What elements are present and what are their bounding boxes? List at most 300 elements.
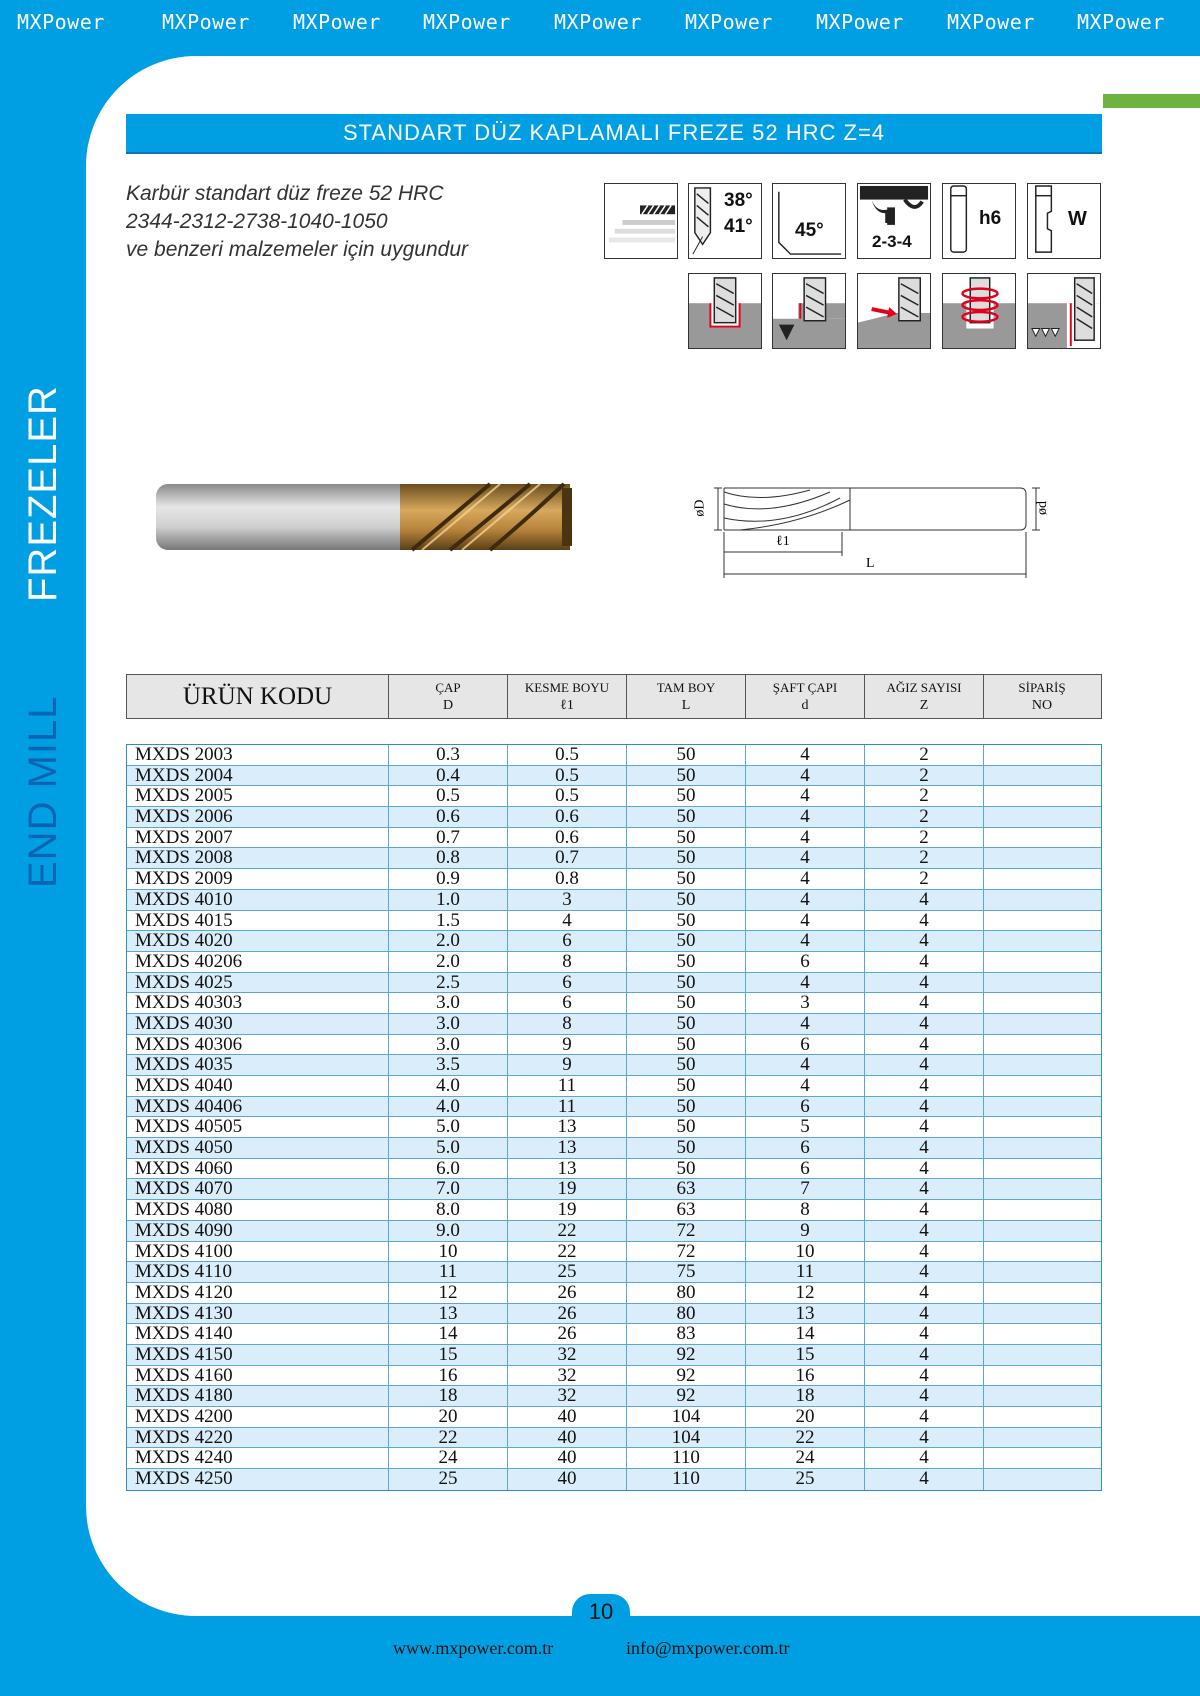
- cell-total-length: 72: [627, 1221, 746, 1241]
- cell-cutting-length: 8: [508, 952, 627, 972]
- cell-shank-diameter: 13: [746, 1304, 865, 1324]
- cell-diameter: 10: [389, 1242, 508, 1262]
- cell-total-length: 50: [627, 1035, 746, 1055]
- cell-shank-diameter: 7: [746, 1179, 865, 1199]
- cell-flute-count: 2: [865, 828, 984, 848]
- cell-flute-count: 2: [865, 807, 984, 827]
- cell-total-length: 50: [627, 993, 746, 1013]
- cell-cutting-length: 19: [508, 1200, 627, 1220]
- side-milling-icon: [772, 273, 846, 349]
- cell-flute-count: 4: [865, 1345, 984, 1365]
- cell-total-length: 50: [627, 766, 746, 786]
- od-label: øD: [692, 499, 708, 517]
- table-row: [127, 1055, 1101, 1076]
- cell-flute-count: 4: [865, 1407, 984, 1427]
- table-header: [126, 674, 1102, 719]
- cell-order-no: [984, 1014, 1100, 1034]
- table-row: [127, 1448, 1101, 1469]
- cell-shank-diameter: 4: [746, 973, 865, 993]
- cell-cutting-length: 26: [508, 1304, 627, 1324]
- table-row: [127, 786, 1101, 807]
- cell-order-no: [984, 993, 1100, 1013]
- cell-cutting-length: 6: [508, 973, 627, 993]
- cell-shank-diameter: 4: [746, 931, 865, 951]
- cell-cutting-length: 9: [508, 1035, 627, 1055]
- cell-flute-count: 4: [865, 1035, 984, 1055]
- cell-diameter: 18: [389, 1386, 508, 1406]
- description-line: 2344-2312-2738-1040-1050: [126, 210, 388, 233]
- website-link[interactable]: www.mxpower.com.tr: [393, 1638, 554, 1658]
- d-label: ød: [1035, 501, 1050, 515]
- page-number: 10: [572, 1594, 630, 1630]
- table-row: [127, 1262, 1101, 1283]
- cell-order-no: [984, 973, 1100, 993]
- cell-cutting-length: 13: [508, 1117, 627, 1137]
- cell-total-length: 50: [627, 931, 746, 951]
- cell-cutting-length: 8: [508, 1014, 627, 1034]
- page-title: STANDART DÜZ KAPLAMALI FREZE 52 HRC Z=4: [126, 114, 1102, 154]
- cell-product-code: MXDS 4110: [127, 1262, 389, 1282]
- cell-diameter: 7.0: [389, 1179, 508, 1199]
- table-row: [127, 911, 1101, 932]
- cell-order-no: [984, 1035, 1100, 1055]
- cell-product-code: MXDS 4035: [127, 1055, 389, 1075]
- cell-flute-count: 4: [865, 1138, 984, 1158]
- cell-order-no: [984, 1428, 1100, 1448]
- cell-order-no: [984, 931, 1100, 951]
- cell-flute-count: 4: [865, 1014, 984, 1034]
- cell-product-code: MXDS 4050: [127, 1138, 389, 1158]
- brand-strip: [0, 0, 1200, 56]
- header-flute-count: AĞIZ SAYISI Z: [865, 675, 984, 718]
- cell-shank-diameter: 24: [746, 1448, 865, 1468]
- cell-cutting-length: 9: [508, 1055, 627, 1075]
- product-description: [126, 180, 586, 264]
- cell-total-length: 50: [627, 848, 746, 868]
- header-shank-diameter: ŞAFT ÇAPI d: [746, 675, 865, 718]
- brand-text: MXPower: [947, 10, 1035, 34]
- cell-order-no: [984, 952, 1100, 972]
- profiling-icon: [1027, 273, 1101, 349]
- cell-order-no: [984, 1179, 1100, 1199]
- cell-diameter: 0.8: [389, 848, 508, 868]
- cell-product-code: MXDS 40206: [127, 952, 389, 972]
- ramping-icon: [857, 273, 931, 349]
- cell-flute-count: 4: [865, 1262, 984, 1282]
- cell-order-no: [984, 1407, 1100, 1427]
- cell-diameter: 12: [389, 1283, 508, 1303]
- cell-diameter: 11: [389, 1262, 508, 1282]
- cell-flute-count: 4: [865, 890, 984, 910]
- cell-total-length: 50: [627, 1097, 746, 1117]
- cell-flute-count: 4: [865, 1304, 984, 1324]
- cell-flute-count: 4: [865, 1159, 984, 1179]
- cell-shank-diameter: 20: [746, 1407, 865, 1427]
- cell-total-length: 92: [627, 1386, 746, 1406]
- l1-label: ℓ1: [776, 534, 790, 549]
- table-row: [127, 848, 1101, 869]
- cell-order-no: [984, 848, 1100, 868]
- cell-product-code: MXDS 4080: [127, 1200, 389, 1220]
- cell-shank-diameter: 15: [746, 1345, 865, 1365]
- cell-total-length: 63: [627, 1200, 746, 1220]
- cell-cutting-length: 0.6: [508, 828, 627, 848]
- cell-order-no: [984, 1469, 1100, 1490]
- cell-shank-diameter: 4: [746, 869, 865, 889]
- table-row: [127, 745, 1101, 766]
- table-row: [127, 1159, 1101, 1180]
- brand-text: MXPower: [685, 10, 773, 34]
- table-row: [127, 1304, 1101, 1325]
- slotting-icon: [688, 273, 762, 349]
- cell-cutting-length: 0.7: [508, 848, 627, 868]
- table-row: [127, 1076, 1101, 1097]
- cell-cutting-length: 6: [508, 931, 627, 951]
- cell-cutting-length: 19: [508, 1179, 627, 1199]
- accent-tab: [1103, 94, 1200, 108]
- cell-total-length: 50: [627, 890, 746, 910]
- cell-order-no: [984, 1345, 1100, 1365]
- cell-product-code: MXDS 4150: [127, 1345, 389, 1365]
- cell-diameter: 2.0: [389, 952, 508, 972]
- cell-product-code: MXDS 4240: [127, 1448, 389, 1468]
- table-row: [127, 931, 1101, 952]
- table-row: [127, 1345, 1101, 1366]
- table-row: [127, 1366, 1101, 1387]
- cell-order-no: [984, 1448, 1100, 1468]
- cell-cutting-length: 6: [508, 993, 627, 1013]
- cell-shank-diameter: 4: [746, 848, 865, 868]
- table-row: [127, 1221, 1101, 1242]
- table-row: [127, 807, 1101, 828]
- table-row: [127, 1014, 1101, 1035]
- cell-total-length: 50: [627, 1014, 746, 1034]
- cell-product-code: MXDS 4120: [127, 1283, 389, 1303]
- cell-flute-count: 2: [865, 745, 984, 765]
- table-row: [127, 1324, 1101, 1345]
- table-row: [127, 973, 1101, 994]
- cell-total-length: 50: [627, 807, 746, 827]
- cell-diameter: 0.6: [389, 807, 508, 827]
- header-total-length: TAM BOY L: [627, 675, 746, 718]
- cell-diameter: 6.0: [389, 1159, 508, 1179]
- cell-order-no: [984, 1262, 1100, 1282]
- cell-flute-count: 2: [865, 869, 984, 889]
- cell-flute-count: 2: [865, 766, 984, 786]
- cell-total-length: 75: [627, 1262, 746, 1282]
- shank-tolerance-icon: [942, 183, 1016, 259]
- cell-product-code: MXDS 4250: [127, 1469, 389, 1490]
- cell-shank-diameter: 25: [746, 1469, 865, 1490]
- cell-cutting-length: 26: [508, 1324, 627, 1344]
- cell-total-length: 50: [627, 786, 746, 806]
- cell-diameter: 1.5: [389, 911, 508, 931]
- cell-flute-count: 4: [865, 993, 984, 1013]
- table-row: [127, 1097, 1101, 1118]
- helical-interpolation-icon: [942, 273, 1016, 349]
- cell-product-code: MXDS 2005: [127, 786, 389, 806]
- cell-cutting-length: 0.5: [508, 745, 627, 765]
- cell-shank-diameter: 4: [746, 807, 865, 827]
- cell-flute-count: 4: [865, 952, 984, 972]
- side-label-end-mill: END MILL: [21, 695, 65, 888]
- cell-product-code: MXDS 4180: [127, 1386, 389, 1406]
- cell-cutting-length: 26: [508, 1283, 627, 1303]
- cell-shank-diameter: 6: [746, 1138, 865, 1158]
- cell-diameter: 5.0: [389, 1117, 508, 1137]
- cell-diameter: 25: [389, 1469, 508, 1490]
- cell-diameter: 1.0: [389, 890, 508, 910]
- cell-shank-diameter: 4: [746, 828, 865, 848]
- cell-flute-count: 4: [865, 1117, 984, 1137]
- cell-shank-diameter: 3: [746, 993, 865, 1013]
- cell-order-no: [984, 911, 1100, 931]
- cell-total-length: 50: [627, 745, 746, 765]
- cell-cutting-length: 32: [508, 1386, 627, 1406]
- cell-flute-count: 4: [865, 911, 984, 931]
- cell-total-length: 50: [627, 869, 746, 889]
- cell-flute-count: 4: [865, 1200, 984, 1220]
- table-row: [127, 952, 1101, 973]
- cell-diameter: 0.5: [389, 786, 508, 806]
- cell-diameter: 13: [389, 1304, 508, 1324]
- cell-diameter: 24: [389, 1448, 508, 1468]
- cell-flute-count: 4: [865, 1324, 984, 1344]
- cell-diameter: 4.0: [389, 1076, 508, 1096]
- cell-flute-count: 4: [865, 1366, 984, 1386]
- chamfer-angle: 45°: [795, 220, 824, 241]
- cell-flute-count: 4: [865, 1076, 984, 1096]
- cell-total-length: 110: [627, 1448, 746, 1468]
- cell-flute-count: 4: [865, 931, 984, 951]
- flute-count: 2-3-4: [872, 232, 912, 251]
- dimension-drawing: [690, 478, 1060, 588]
- product-table: [126, 744, 1102, 1491]
- cell-cutting-length: 0.5: [508, 766, 627, 786]
- cell-order-no: [984, 1221, 1100, 1241]
- cell-order-no: [984, 1097, 1100, 1117]
- coating-icon: [604, 183, 678, 259]
- cell-total-length: 50: [627, 1055, 746, 1075]
- cell-flute-count: 4: [865, 1428, 984, 1448]
- cell-diameter: 0.9: [389, 869, 508, 889]
- helix-angle-icon: [688, 183, 762, 259]
- tolerance-label: h6: [979, 208, 1002, 229]
- side-label-frezeler: FREZELER: [21, 385, 65, 602]
- cell-total-length: 80: [627, 1304, 746, 1324]
- cell-cutting-length: 40: [508, 1448, 627, 1468]
- cell-product-code: MXDS 2007: [127, 828, 389, 848]
- cell-product-code: MXDS 4040: [127, 1076, 389, 1096]
- email-link[interactable]: info@mxpower.com.tr: [626, 1638, 790, 1658]
- cell-cutting-length: 13: [508, 1159, 627, 1179]
- cell-total-length: 50: [627, 952, 746, 972]
- helix-angle-2: 41°: [724, 216, 753, 237]
- cell-order-no: [984, 1283, 1100, 1303]
- table-row: [127, 766, 1101, 787]
- table-row: [127, 1035, 1101, 1056]
- cell-diameter: 0.4: [389, 766, 508, 786]
- cell-flute-count: 4: [865, 1242, 984, 1262]
- brand-text: MXPower: [423, 10, 511, 34]
- cell-shank-diameter: 4: [746, 786, 865, 806]
- cell-order-no: [984, 786, 1100, 806]
- cell-diameter: 0.3: [389, 745, 508, 765]
- L-label: L: [866, 556, 875, 571]
- cell-product-code: MXDS 4100: [127, 1242, 389, 1262]
- cell-shank-diameter: 8: [746, 1200, 865, 1220]
- cell-product-code: MXDS 4070: [127, 1179, 389, 1199]
- cell-shank-diameter: 4: [746, 911, 865, 931]
- cell-shank-diameter: 10: [746, 1242, 865, 1262]
- cell-shank-diameter: 6: [746, 1035, 865, 1055]
- cell-order-no: [984, 1117, 1100, 1137]
- cell-diameter: 8.0: [389, 1200, 508, 1220]
- cell-cutting-length: 40: [508, 1407, 627, 1427]
- cell-diameter: 20: [389, 1407, 508, 1427]
- brand-text: MXPower: [17, 10, 105, 34]
- cell-total-length: 50: [627, 911, 746, 931]
- table-row: [127, 1469, 1101, 1490]
- header-order-no: SİPARİŞ NO: [1018, 679, 1066, 713]
- cell-product-code: MXDS 40406: [127, 1097, 389, 1117]
- table-row: [127, 890, 1101, 911]
- cell-product-code: MXDS 4060: [127, 1159, 389, 1179]
- cell-total-length: 72: [627, 1242, 746, 1262]
- table-row: [127, 993, 1101, 1014]
- cell-order-no: [984, 1200, 1100, 1220]
- cell-total-length: 50: [627, 1076, 746, 1096]
- table-row: [127, 1386, 1101, 1407]
- cell-flute-count: 2: [865, 848, 984, 868]
- shank-type-label: W: [1068, 208, 1087, 230]
- cell-order-no: [984, 1304, 1100, 1324]
- cell-order-no: [984, 1366, 1100, 1386]
- cell-shank-diameter: 9: [746, 1221, 865, 1241]
- cell-product-code: MXDS 4220: [127, 1428, 389, 1448]
- cell-order-no: [984, 828, 1100, 848]
- chamfer-icon: [772, 183, 846, 259]
- cell-cutting-length: 0.6: [508, 807, 627, 827]
- brand-text: MXPower: [816, 10, 904, 34]
- cell-shank-diameter: 4: [746, 1076, 865, 1096]
- weldon-shank-icon: [1027, 183, 1101, 259]
- cell-shank-diameter: 4: [746, 745, 865, 765]
- cell-flute-count: 4: [865, 1469, 984, 1490]
- cell-order-no: [984, 807, 1100, 827]
- cell-diameter: 4.0: [389, 1097, 508, 1117]
- cell-product-code: MXDS 2003: [127, 745, 389, 765]
- brand-text: MXPower: [293, 10, 381, 34]
- cell-flute-count: 2: [865, 786, 984, 806]
- cell-diameter: 2.0: [389, 931, 508, 951]
- cell-product-code: MXDS 2008: [127, 848, 389, 868]
- cell-order-no: [984, 1242, 1100, 1262]
- table-row: [127, 869, 1101, 890]
- cell-flute-count: 4: [865, 973, 984, 993]
- cell-total-length: 50: [627, 1159, 746, 1179]
- table-row: [127, 1283, 1101, 1304]
- description-line: Karbür standart düz freze 52 HRC: [126, 182, 444, 205]
- cell-shank-diameter: 12: [746, 1283, 865, 1303]
- cell-product-code: MXDS 4025: [127, 973, 389, 993]
- header-diameter: ÇAP D: [389, 675, 508, 718]
- cell-cutting-length: 11: [508, 1076, 627, 1096]
- cell-total-length: 104: [627, 1428, 746, 1448]
- cell-total-length: 80: [627, 1283, 746, 1303]
- cell-diameter: 16: [389, 1366, 508, 1386]
- table-row: [127, 1138, 1101, 1159]
- cell-total-length: 92: [627, 1345, 746, 1365]
- cell-shank-diameter: 6: [746, 1159, 865, 1179]
- cell-product-code: MXDS 2004: [127, 766, 389, 786]
- cell-diameter: 22: [389, 1428, 508, 1448]
- brand-text: MXPower: [162, 10, 250, 34]
- cell-flute-count: 4: [865, 1386, 984, 1406]
- cell-shank-diameter: 6: [746, 952, 865, 972]
- cell-total-length: 92: [627, 1366, 746, 1386]
- cell-shank-diameter: 4: [746, 1014, 865, 1034]
- cell-shank-diameter: 16: [746, 1366, 865, 1386]
- cell-product-code: MXDS 4030: [127, 1014, 389, 1034]
- cell-total-length: 50: [627, 973, 746, 993]
- cell-product-code: MXDS 4010: [127, 890, 389, 910]
- cell-shank-diameter: 22: [746, 1428, 865, 1448]
- helix-angle-1: 38°: [724, 190, 753, 211]
- cell-total-length: 83: [627, 1324, 746, 1344]
- cell-order-no: [984, 1076, 1100, 1096]
- table-row: [127, 1117, 1101, 1138]
- cell-total-length: 50: [627, 1117, 746, 1137]
- cell-order-no: [984, 869, 1100, 889]
- cell-product-code: MXDS 40303: [127, 993, 389, 1013]
- cell-cutting-length: 0.5: [508, 786, 627, 806]
- cell-cutting-length: 32: [508, 1345, 627, 1365]
- cell-diameter: 14: [389, 1324, 508, 1344]
- cell-diameter: 0.7: [389, 828, 508, 848]
- cell-flute-count: 4: [865, 1055, 984, 1075]
- cell-total-length: 110: [627, 1469, 746, 1490]
- cell-flute-count: 4: [865, 1221, 984, 1241]
- cell-flute-count: 4: [865, 1283, 984, 1303]
- cell-cutting-length: 0.8: [508, 869, 627, 889]
- table-row: [127, 1179, 1101, 1200]
- cell-cutting-length: 11: [508, 1097, 627, 1117]
- cell-product-code: MXDS 40505: [127, 1117, 389, 1137]
- cell-product-code: MXDS 4200: [127, 1407, 389, 1427]
- cell-flute-count: 4: [865, 1448, 984, 1468]
- cell-order-no: [984, 1386, 1100, 1406]
- cell-cutting-length: 3: [508, 890, 627, 910]
- cell-diameter: 3.0: [389, 993, 508, 1013]
- cell-shank-diameter: 4: [746, 1055, 865, 1075]
- cell-shank-diameter: 5: [746, 1117, 865, 1137]
- cell-shank-diameter: 18: [746, 1386, 865, 1406]
- cell-cutting-length: 25: [508, 1262, 627, 1282]
- header-cutting-length: KESME BOYU ℓ1: [508, 675, 627, 718]
- cell-shank-diameter: 11: [746, 1262, 865, 1282]
- cell-order-no: [984, 1055, 1100, 1075]
- cell-product-code: MXDS 4160: [127, 1366, 389, 1386]
- cell-diameter: 3.5: [389, 1055, 508, 1075]
- table-row: [127, 1407, 1101, 1428]
- cell-order-no: [984, 745, 1100, 765]
- cell-product-code: MXDS 4140: [127, 1324, 389, 1344]
- cell-cutting-length: 13: [508, 1138, 627, 1158]
- cell-diameter: 2.5: [389, 973, 508, 993]
- end-mill-photo: [150, 478, 580, 558]
- cell-order-no: [984, 890, 1100, 910]
